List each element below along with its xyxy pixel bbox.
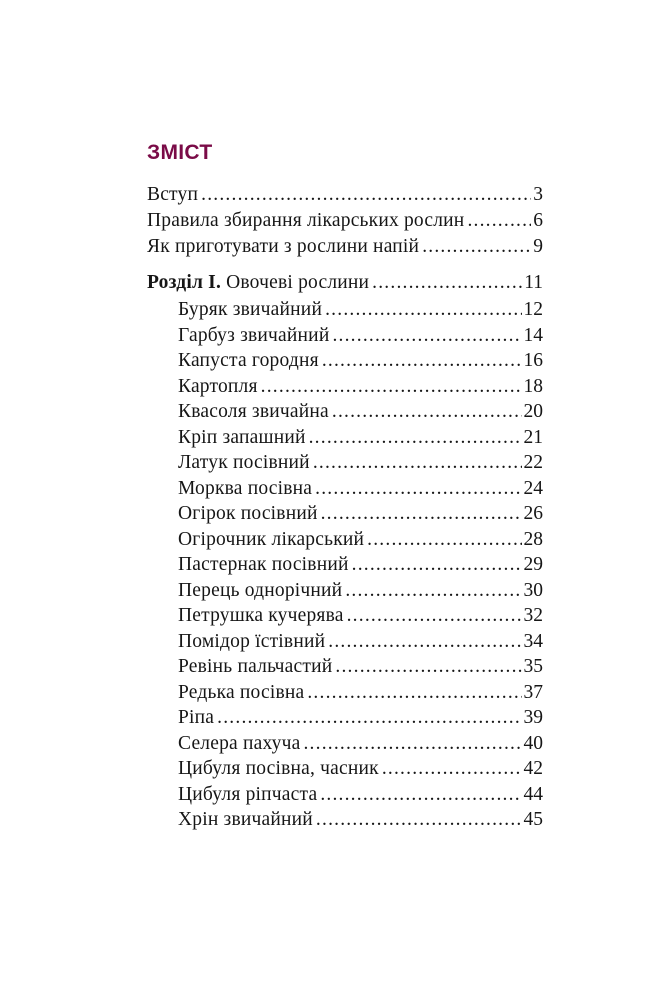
toc-entry[interactable] xyxy=(178,298,543,322)
dot-leader xyxy=(422,235,531,259)
toc-entry[interactable] xyxy=(178,451,543,475)
toc-entry[interactable] xyxy=(178,477,543,501)
toc-entry[interactable] xyxy=(178,400,543,424)
dot-leader xyxy=(322,349,522,373)
dot-leader xyxy=(345,579,521,603)
section-prefix: Розділ І. xyxy=(147,272,222,293)
toc-entry[interactable] xyxy=(178,783,543,807)
toc-page-number: 11 xyxy=(524,272,543,293)
dot-leader xyxy=(303,732,521,756)
toc-entry[interactable] xyxy=(178,604,543,628)
toc-entry-label: Пастернак посівний xyxy=(178,554,349,575)
toc-page-number: 24 xyxy=(523,478,543,499)
dot-leader xyxy=(372,271,522,295)
toc-entry-label: Морква посівна xyxy=(178,478,313,499)
toc-entry-label: Петрушка кучерява xyxy=(178,605,344,626)
toc-page-number: 42 xyxy=(523,758,543,779)
toc-page-number: 35 xyxy=(523,656,543,677)
toc-entry-label: Кріп запашний xyxy=(178,427,306,448)
toc-page-number: 37 xyxy=(523,682,543,703)
dot-leader xyxy=(313,451,522,475)
toc-entry[interactable] xyxy=(178,579,543,603)
toc-entry-label: Селера пахуча xyxy=(178,733,301,754)
toc-page-number: 12 xyxy=(523,299,543,320)
toc-entry[interactable] xyxy=(178,808,543,832)
toc-title: ЗМІСТ xyxy=(147,141,213,164)
toc-entry[interactable] xyxy=(178,528,543,552)
toc-entry-label: Цибуля посівна, часник xyxy=(178,758,379,779)
toc-page-number: 44 xyxy=(523,784,543,805)
dot-leader xyxy=(328,630,521,654)
toc-entry-rules[interactable] xyxy=(147,209,543,233)
dot-leader xyxy=(316,808,522,832)
dot-leader xyxy=(315,477,521,501)
toc-entry[interactable] xyxy=(178,349,543,373)
dot-leader xyxy=(367,528,521,552)
toc-entry-label: Ріпа xyxy=(178,707,215,728)
toc-entry-drink[interactable] xyxy=(147,235,543,259)
toc-section-heading[interactable] xyxy=(147,271,543,295)
toc-entry-label: Квасоля звичайна xyxy=(178,401,329,422)
dot-leader xyxy=(467,209,531,233)
toc-entry[interactable] xyxy=(178,655,543,679)
toc-page-number: 26 xyxy=(523,503,543,524)
toc-entry-label: Помідор їстівний xyxy=(178,631,326,652)
dot-leader xyxy=(335,655,521,679)
toc-page-number: 30 xyxy=(523,580,543,601)
toc-entry-label: Огірочник лікарський xyxy=(178,529,365,550)
toc-entry-label: Латук посівний xyxy=(178,452,310,473)
toc-page-number: 29 xyxy=(523,554,543,575)
toc-entry[interactable] xyxy=(178,732,543,756)
toc-page-number: 21 xyxy=(523,427,543,448)
toc-entry-label: Буряк звичайний xyxy=(178,299,323,320)
toc-entry[interactable] xyxy=(178,324,543,348)
toc-entry-label: Перець однорічний xyxy=(178,580,343,601)
toc-entry-label: Огірок посівний xyxy=(178,503,318,524)
dot-leader xyxy=(382,757,522,781)
toc-entry-label: Хрін звичайний xyxy=(178,809,313,830)
toc-entry[interactable] xyxy=(178,757,543,781)
dot-leader xyxy=(347,604,522,628)
toc-entry-label: Ревінь пальчастий xyxy=(178,656,333,677)
toc-entry-label: Капуста городня xyxy=(178,350,319,371)
toc-page-number: 22 xyxy=(523,452,543,473)
dot-leader xyxy=(332,400,522,424)
dot-leader xyxy=(201,183,531,207)
toc-page-number: 3 xyxy=(533,184,543,205)
dot-leader xyxy=(352,553,522,577)
toc-entry[interactable] xyxy=(178,681,543,705)
toc-entry[interactable] xyxy=(178,706,543,730)
section-label xyxy=(147,271,369,295)
toc-page-number: 32 xyxy=(523,605,543,626)
toc-entry-label: Вступ xyxy=(147,184,199,205)
toc-page-number: 6 xyxy=(533,210,543,231)
toc-entry-label: Цибуля ріпчаста xyxy=(178,784,318,805)
toc-page-number: 39 xyxy=(523,707,543,728)
toc-entry[interactable] xyxy=(178,553,543,577)
toc-page-number: 18 xyxy=(523,376,543,397)
section-title: Овочеві рослини xyxy=(226,272,370,293)
toc-entry-label: Картопля xyxy=(178,376,258,397)
dot-leader xyxy=(307,681,521,705)
toc-page-number: 14 xyxy=(523,325,543,346)
dot-leader xyxy=(321,502,522,526)
toc-entry[interactable] xyxy=(178,375,543,399)
toc-entry[interactable] xyxy=(178,630,543,654)
dot-leader xyxy=(320,783,521,807)
dot-leader xyxy=(332,324,521,348)
toc-page-number: 16 xyxy=(523,350,543,371)
toc-entry-label: Правила збирання лікарських рослин xyxy=(147,210,465,231)
toc-entry[interactable] xyxy=(178,502,543,526)
toc-page-number: 20 xyxy=(523,401,543,422)
dot-leader xyxy=(325,298,521,322)
toc-entry-label: Як приготувати з рослини напій xyxy=(147,236,420,257)
dot-leader xyxy=(261,375,522,399)
toc-page-number: 28 xyxy=(523,529,543,550)
toc-entry[interactable] xyxy=(178,426,543,450)
dot-leader xyxy=(309,426,522,450)
toc-page-number: 9 xyxy=(533,236,543,257)
toc-page-number: 45 xyxy=(523,809,543,830)
toc-entry-intro[interactable] xyxy=(147,183,543,207)
dot-leader xyxy=(217,706,521,730)
toc-entry-label: Редька посівна xyxy=(178,682,305,703)
toc-page-number: 40 xyxy=(523,733,543,754)
toc-page-number: 34 xyxy=(523,631,543,652)
toc-entry-label: Гарбуз звичайний xyxy=(178,325,330,346)
